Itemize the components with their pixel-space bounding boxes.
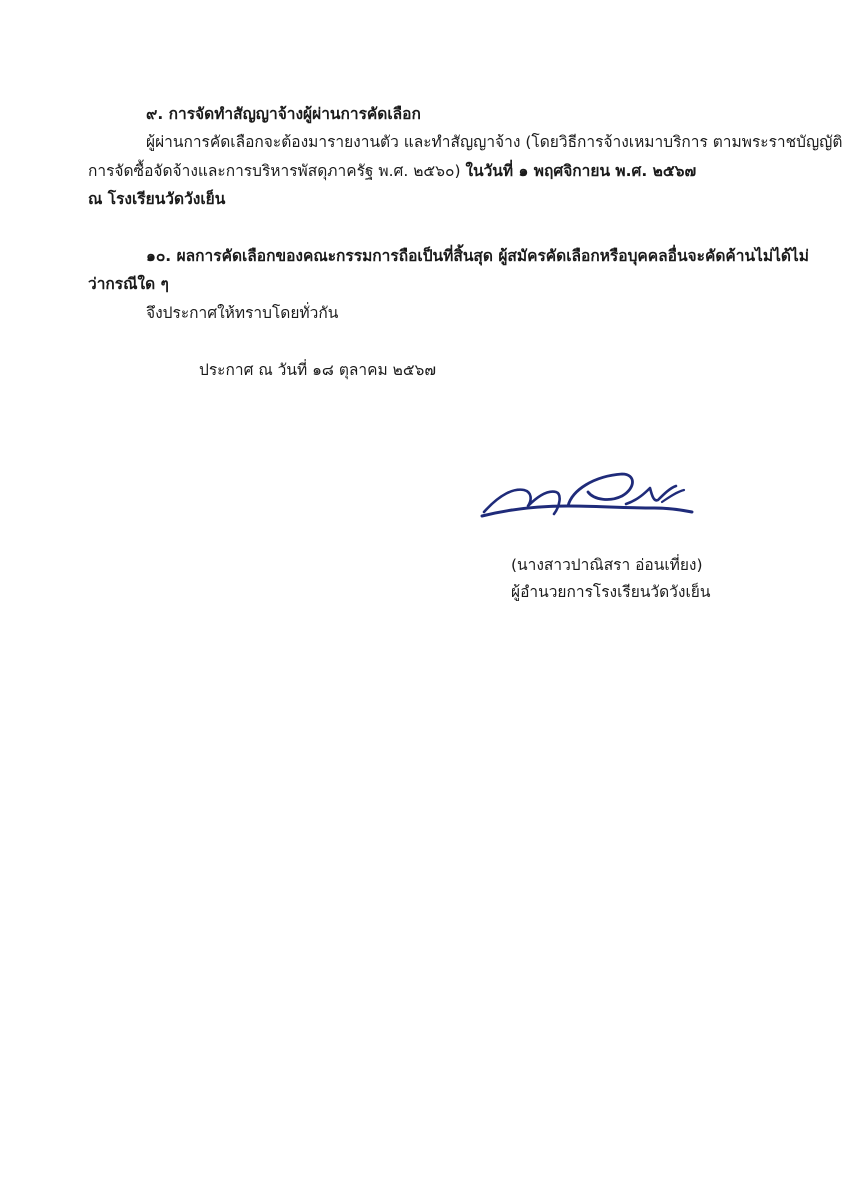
announcement-text: จึงประกาศให้ทราบโดยทั่วกัน (146, 304, 339, 322)
signature-image (476, 466, 698, 530)
signer-position: ผู้อำนวยการโรงเรียนวัดวังเย็น (511, 583, 711, 601)
announcement-date: ประกาศ ณ วันที่ ๑๘ ตุลาคม ๒๕๖๗ (199, 361, 437, 379)
section-10-line-2: ว่ากรณีใด ๆ (88, 275, 169, 293)
section-10-line-1: ๑๐. ผลการคัดเลือกของคณะกรรมการถือเป็นที่สิ้นสุด ผู้สมัครคัดเลือกหรือบุคคลอื่นจะคัดค้านไม่ได้ไม่ (146, 247, 809, 265)
section-9-date-text: ในวันที่ ๑ พฤศจิกายน พ.ศ. ๒๕๖๗ (465, 162, 697, 180)
section-9-body-line-1: ผู้ผ่านการคัดเลือกจะต้องมารายงานตัว และทำสัญญาจ้าง (โดยวิธีการจ้างเหมาบริการ ตามพระราชบัญญัติ (146, 133, 843, 151)
section-9-body-line-2 (88, 161, 696, 181)
section-9-heading: ๙. การจัดทำสัญญาจ้างผู้ผ่านการคัดเลือก (146, 105, 421, 123)
section-9-location: ณ โรงเรียนวัดวังเย็น (88, 190, 226, 208)
section-9-regulation-text: การจัดซื้อจัดจ้างและการบริหารพัสดุภาครัฐ พ.ศ. ๒๕๖๐) (88, 162, 466, 180)
signer-name: (นางสาวปาณิสรา อ่อนเที่ยง) (511, 556, 703, 574)
